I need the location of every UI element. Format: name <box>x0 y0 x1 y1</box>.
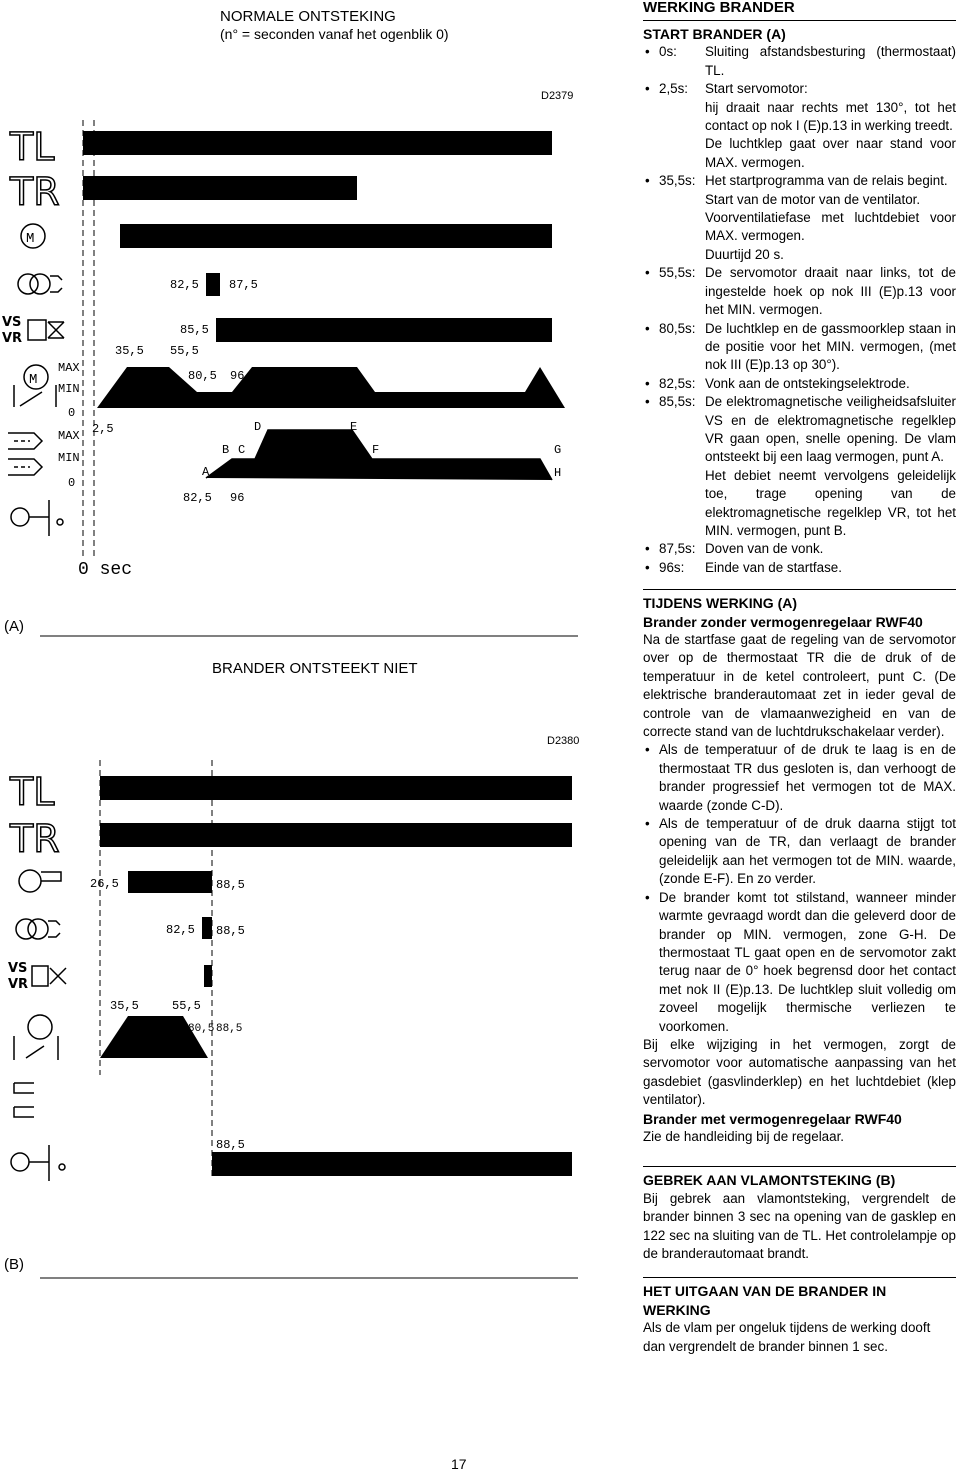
transformer-icon-b <box>16 919 60 939</box>
step-time <box>643 99 705 136</box>
bar-tl <box>83 131 552 155</box>
diagram-a <box>0 100 580 645</box>
motor-icon-b <box>19 870 61 892</box>
svg-text:2,5: 2,5 <box>92 422 114 436</box>
bar-vs <box>216 318 552 342</box>
svg-text:VS: VS <box>2 315 22 330</box>
step-description: De servomotor draait naar links, tot de ingestelde hoek op nok III (E)p.13 voor het MIN. vermogen. <box>705 265 956 318</box>
svg-text:87,5: 87,5 <box>229 278 258 292</box>
vs-vr-icon <box>2 315 64 346</box>
svg-text:80,5: 80,5 <box>188 1023 215 1035</box>
step-description: Voorventilatiefase met luchtdebiet voor MAX. vermogen. <box>705 210 956 244</box>
svg-text:MAX: MAX <box>58 361 80 375</box>
svg-text:VS: VS <box>8 961 28 976</box>
heading-zonder-rwf: Brander zonder vermogenregelaar RWF40 <box>643 613 923 630</box>
step-description: Vonk aan de ontstekingselektrode. <box>705 375 910 391</box>
paragraph-regeling: Na de startfase gaat de regeling van de servomotor over op de thermostaat TR die de druk of de temperatuur in de ketel controleert, punt C. (De elektrische branderautomaat zet in ieder geval de controle van de vlamaanwezigheid en van de correcte stand van de luchtdrukschakelaar verder). <box>643 632 956 740</box>
svg-text:96: 96 <box>230 369 245 383</box>
diagram-b <box>0 740 580 1280</box>
step-description: De luchtklep gaat over naar stand voor MAX. vermogen. <box>705 136 956 170</box>
step-time: • 87,5s: <box>643 540 705 558</box>
svg-text:B: B <box>222 443 230 457</box>
diagram-b-title: BRANDER ONTSTEEKT NIET <box>212 660 418 677</box>
svg-text:MIN: MIN <box>58 451 80 465</box>
step-item <box>643 540 956 558</box>
step-item <box>643 559 956 577</box>
svg-text:88,5: 88,5 <box>216 924 245 938</box>
step-time <box>643 135 705 172</box>
bar-trafo <box>206 273 220 296</box>
step-time: • 85,5s: <box>643 393 705 467</box>
step-item <box>643 375 956 393</box>
step-time <box>643 467 705 541</box>
svg-text:VR: VR <box>8 977 29 992</box>
step-description: Einde van de startfase. <box>705 559 842 575</box>
servomotor-icon <box>14 365 56 407</box>
text-column <box>643 0 956 1356</box>
svg-text:96: 96 <box>230 491 245 505</box>
valve-icon-b <box>14 1083 34 1117</box>
motor-icon <box>21 224 45 248</box>
diagram-a-code: D2379 <box>541 90 574 102</box>
svg-text:M: M <box>26 231 35 247</box>
svg-text:85,5: 85,5 <box>180 323 209 337</box>
step-description: De elektromagnetische veiligheidsafsluiter VS en de elektromagnetische regelklep VR gaan open, snelle opening. De vlam ontsteekt bij een laag vermogen, punt A. <box>705 394 956 465</box>
svg-text:55,5: 55,5 <box>170 344 199 358</box>
ignition-icon <box>11 500 63 536</box>
step-time <box>643 191 705 209</box>
diagram-a-tag: (A) <box>4 618 24 635</box>
step-item <box>643 43 956 80</box>
svg-text:0: 0 <box>68 476 76 490</box>
step-description: hij draait naar rechts met 130°, tot het contact op nok I (E)p.13 in werking treedt. <box>705 99 956 134</box>
vs-vr-icon-b <box>8 961 66 992</box>
svg-text:82,5: 82,5 <box>170 278 199 292</box>
step-item <box>643 393 956 467</box>
svg-text:35,5: 35,5 <box>115 344 144 358</box>
svg-text:88,5: 88,5 <box>216 1023 243 1035</box>
bar-tr <box>83 176 357 200</box>
svg-text:82,5: 82,5 <box>183 491 212 505</box>
step-item <box>643 135 956 172</box>
svg-text:C: C <box>238 443 246 457</box>
svg-text:88,5: 88,5 <box>216 878 245 892</box>
step-description: Het startprogramma van de relais begint. <box>705 173 948 189</box>
step-time: • 55,5s: <box>643 264 705 319</box>
svg-text:VR: VR <box>2 331 23 346</box>
svg-text:H: H <box>554 466 562 480</box>
svg-text:D: D <box>254 420 262 434</box>
step-item <box>643 80 956 98</box>
heading-start: START BRANDER (A) <box>643 26 786 42</box>
step-time <box>643 209 705 246</box>
label-tl: TL <box>10 125 55 169</box>
svg-text:0 sec: 0 sec <box>78 560 133 580</box>
valve-icon <box>8 433 42 475</box>
ignition-icon-b <box>11 1145 65 1181</box>
step-item <box>643 320 956 375</box>
step-time: • 80,5s: <box>643 320 705 375</box>
svg-text:TL: TL <box>10 770 55 814</box>
svg-text:MIN: MIN <box>58 382 80 396</box>
bullet-list <box>643 741 956 1036</box>
heading-werking: WERKING BRANDER <box>643 0 795 16</box>
step-item <box>643 191 956 209</box>
heading-uitgaan: HET UITGAAN VAN DE BRANDER IN WERKING <box>643 1283 887 1318</box>
bar-motor <box>120 224 552 248</box>
step-time: • 35,5s: <box>643 172 705 190</box>
svg-text:M: M <box>29 372 38 388</box>
step-description: Start van de motor van de ventilator. <box>705 191 921 207</box>
diagram-b-code: D2380 <box>547 735 580 747</box>
servo-profile <box>97 367 565 408</box>
paragraph-handleiding: Zie de handleiding bij de regelaar. <box>643 1128 845 1144</box>
svg-text:TR: TR <box>10 817 60 861</box>
step-item <box>643 246 956 264</box>
step-item <box>643 172 956 190</box>
bullet-item: • De brander komt tot stilstand, wanneer minder warmte gevraagd wordt dan die geleverd door de brander op MIN. vermogen, zone G-H. De thermostaat TL gaat open en de servomotor zakt terug naar de 0° hoek begrensd door het contact met nok II (E)p.13. De luchtklep sluit volledig om zoveel mogelijk thermische verliezen te voorkomen. <box>643 889 956 1036</box>
svg-text:88,5: 88,5 <box>216 1138 245 1152</box>
step-time: • 96s: <box>643 559 705 577</box>
svg-text:80,5: 80,5 <box>188 369 217 383</box>
svg-text:MAX: MAX <box>58 429 80 443</box>
timing-bars <box>83 131 552 342</box>
paragraph-uitgaan: Als de vlam per ongeluk tijdens de werking dooft dan vergrendelt de brander binnen 1 sec. <box>643 1320 931 1354</box>
bullet-item: • Als de temperatuur of de druk te laag is en de thermostaat TR dus gesloten is, dan verhoogt de brander progressief het vermogen tot de MAX. waarde (zonde C-D). <box>643 741 956 815</box>
paragraph-wijziging: Bij elke wijziging in het vermogen, zorgt de servomotor voor automatische aanpassing van het gasdebiet (gasvlinderklep) en het luchtdebiet (klep ventilator). <box>643 1036 956 1108</box>
svg-text:A: A <box>202 465 210 479</box>
step-time: • 0s: <box>643 43 705 80</box>
bullet-item: • Als de temperatuur of de druk daarna stijgt tot opening van de TR, dan verlaagt de brander geleidelijk aan het vermogen tot de MIN. waarde, (zonde E-F). En zo verder. <box>643 815 956 889</box>
step-description: Het debiet neemt vervolgens geleidelijk toe, trage opening van de elektromagnetische regelklep VR, tot het MIN. vermogen, punt B. <box>705 467 956 538</box>
svg-text:0: 0 <box>68 406 76 420</box>
step-item <box>643 264 956 319</box>
svg-text:82,5: 82,5 <box>166 923 195 937</box>
start-steps <box>643 43 956 577</box>
heading-met-rwf: Brander met vermogenregelaar RWF40 <box>643 1110 902 1127</box>
diagram-a-subtitle: (n° = seconden vanaf het ogenblik 0) <box>220 26 449 42</box>
diagram-a-title: NORMALE ONTSTEKING <box>220 8 396 25</box>
svg-text:55,5: 55,5 <box>172 999 201 1013</box>
step-description: Duurtijd 20 s. <box>705 246 784 262</box>
servomotor-icon-b <box>14 1015 58 1060</box>
svg-text:F: F <box>372 443 380 457</box>
svg-text:G: G <box>554 443 562 457</box>
label-tr: TR <box>10 170 60 214</box>
paragraph-gebrek: Bij gebrek aan vlamontsteking, vergrendelt de brander binnen 3 sec na opening van de gasklep en 122 sec na sluiting van de TL. Het controlelampje op de branderautomaat brandt. <box>643 1190 956 1261</box>
svg-text:E: E <box>350 420 358 434</box>
transformer-icon <box>18 274 62 294</box>
step-item <box>643 209 956 246</box>
step-item <box>643 99 956 136</box>
step-description: Sluiting afstandsbesturing (thermostaat) TL. <box>705 44 956 78</box>
page-number: 17 <box>451 1456 467 1472</box>
svg-text:26,5: 26,5 <box>90 877 119 891</box>
step-time <box>643 246 705 264</box>
step-item <box>643 467 956 541</box>
svg-text:35,5: 35,5 <box>110 999 139 1013</box>
heading-gebrek: GEBREK AAN VLAMONTSTEKING (B) <box>643 1172 896 1189</box>
step-description: Start servomotor: <box>705 81 808 97</box>
step-time: • 2,5s: <box>643 80 705 98</box>
diagram-b-tag: (B) <box>4 1256 24 1273</box>
step-time: • 82,5s: <box>643 375 705 393</box>
heading-tijdens: TIJDENS WERKING (A) <box>643 595 797 612</box>
timing-bars-b <box>100 776 572 1176</box>
step-description: De luchtklep en de gassmoorklep staan in de positie voor het MIN. vermogen, (met nok III (E)p.13 op 30°). <box>705 320 956 373</box>
step-description: Doven van de vonk. <box>705 541 824 557</box>
